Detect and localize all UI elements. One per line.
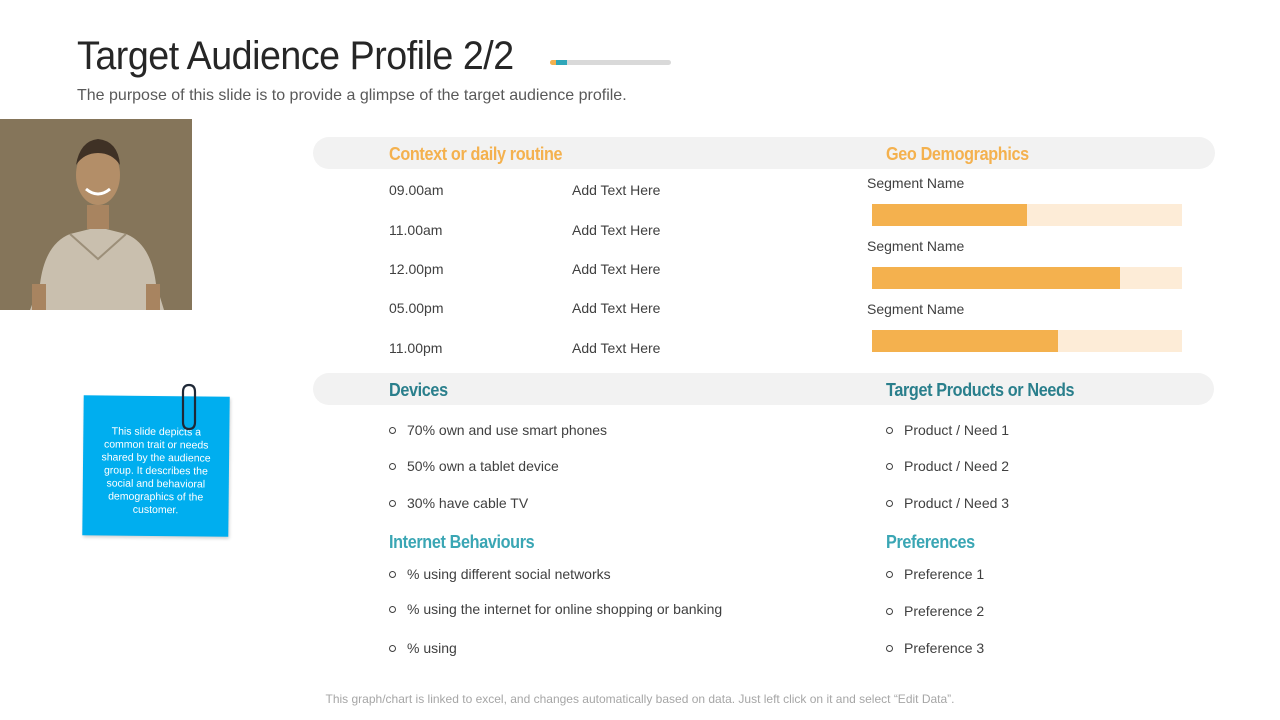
sticky-note-paper	[82, 395, 229, 537]
geo-heading: Geo Demographics	[886, 144, 1029, 164]
bullet-icon	[886, 571, 893, 578]
segment-bar	[872, 330, 1182, 352]
footer-note: This graph/chart is linked to excel, and changes automatically based on data. Just left click on it and select “Edit Data”.	[325, 692, 955, 706]
list-item	[389, 458, 559, 474]
bullet-icon	[389, 463, 396, 470]
products-item: Product / Need 3	[904, 495, 1010, 511]
list-item	[886, 566, 984, 582]
preferences-item: Preference 1	[904, 566, 985, 582]
routine-text: Add Text Here	[572, 340, 661, 356]
bullet-icon	[389, 500, 396, 507]
routine-text: Add Text Here	[572, 261, 661, 277]
list-item	[886, 458, 1009, 474]
routine-time: 09.00am	[389, 182, 444, 198]
routine-text: Add Text Here	[572, 300, 661, 316]
bullet-icon	[389, 645, 396, 652]
preferences-item: Preference 2	[904, 603, 985, 619]
routine-time: 11.00pm	[389, 340, 443, 356]
routine-text: Add Text Here	[572, 182, 661, 198]
segment-bar	[872, 267, 1182, 289]
devices-heading: Devices	[389, 380, 448, 400]
page-subtitle: The purpose of this slide is to provide a glimpse of the target audience profile.	[77, 87, 627, 104]
segment-label: Segment Name	[867, 238, 965, 254]
segment-bar-fill	[872, 267, 1120, 289]
preferences-item: Preference 3	[904, 640, 985, 656]
list-item	[886, 640, 984, 656]
sticky-note-text: This slide depicts a common trait or needs shared by the audience group. It describes the social and behavioral demographics of the customer.	[101, 425, 211, 517]
list-item	[389, 422, 607, 438]
internet-heading: Internet Behaviours	[389, 532, 535, 552]
routine-time: 11.00am	[389, 222, 443, 238]
context-heading: Context or daily routine	[389, 144, 563, 164]
list-item	[389, 640, 457, 656]
products-heading: Target Products or Needs	[886, 380, 1075, 400]
list-item	[389, 566, 611, 582]
routine-time: 05.00pm	[389, 300, 444, 316]
profile-photo	[0, 119, 192, 310]
routine-time: 12.00pm	[389, 261, 444, 277]
segment-bar-fill	[872, 330, 1058, 352]
preferences-heading: Preferences	[886, 532, 975, 552]
list-item	[886, 422, 1009, 438]
devices-item: 50% own a tablet device	[407, 458, 559, 474]
list-item	[886, 495, 1009, 511]
bullet-icon	[389, 606, 396, 613]
products-item: Product / Need 2	[904, 458, 1010, 474]
segment-label: Segment Name	[867, 175, 965, 191]
bullet-icon	[886, 427, 893, 434]
list-item	[389, 601, 722, 617]
devices-item: 30% have cable TV	[407, 495, 529, 511]
bullet-icon	[886, 500, 893, 507]
segment-bar-fill	[872, 204, 1027, 226]
products-item: Product / Need 1	[904, 422, 1010, 438]
internet-item: % using	[407, 640, 457, 656]
bullet-icon	[389, 427, 396, 434]
internet-item: % using different social networks	[407, 566, 611, 582]
bullet-icon	[886, 463, 893, 470]
title-accent-bar	[550, 60, 671, 65]
segment-bar	[872, 204, 1182, 226]
page-title: Target Audience Profile 2/2	[77, 34, 514, 78]
list-item	[389, 495, 528, 511]
devices-item: 70% own and use smart phones	[407, 422, 608, 438]
paperclip-icon	[175, 382, 201, 432]
segment-label: Segment Name	[867, 301, 965, 317]
internet-item: % using the internet for online shopping or banking	[407, 601, 723, 617]
routine-text: Add Text Here	[572, 222, 661, 238]
bullet-icon	[886, 645, 893, 652]
sticky-note	[83, 382, 233, 542]
section-header-band-bottom	[313, 373, 1214, 405]
list-item	[886, 603, 984, 619]
bullet-icon	[886, 608, 893, 615]
bullet-icon	[389, 571, 396, 578]
